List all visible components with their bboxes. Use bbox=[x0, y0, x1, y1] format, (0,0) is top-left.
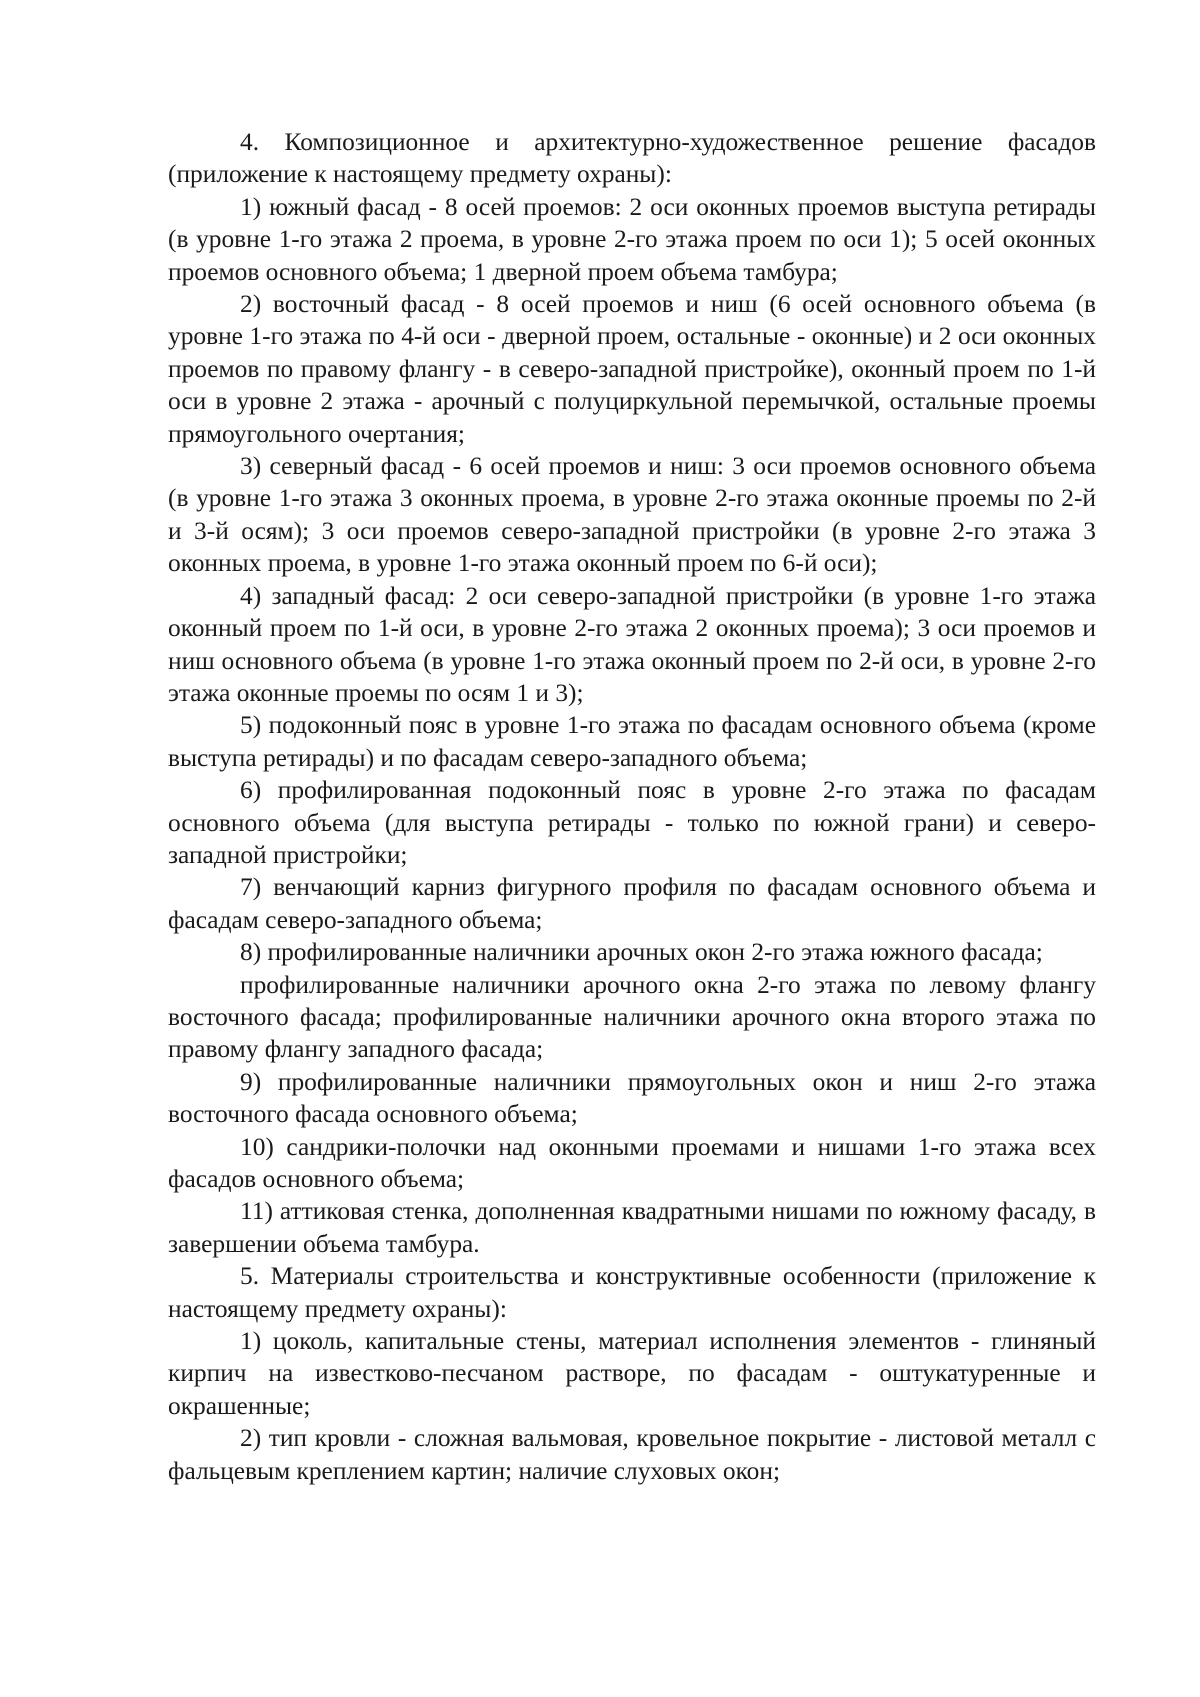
paragraph-sandriks: 10) сандрики-полочки над оконными проемами и нишами 1-го этажа всех фасадов основного объема; bbox=[168, 1132, 1096, 1193]
paragraph-west-facade: 4) западный фасад: 2 оси северо-западной пристройки (в уровне 1-го этажа оконный проем по 1-й оси, в уровне 2-го этажа 2 оконных проема); 3 оси проемов и ниш основного объема (в уровне 1-го этажа оконный проем по 2-й оси, в уровне 2-го этажа оконные проемы по осям 1 и 3); bbox=[168, 581, 1096, 707]
paragraph-rectangular-platbands: 9) профилированные наличники прямоугольных окон и ниш 2-го этажа восточного фасада основного объема; bbox=[168, 1067, 1096, 1129]
paragraph-section-5-heading: 5. Материалы строительства и конструктивные особенности (приложение к настоящему предмету охраны): bbox=[168, 1262, 1096, 1323]
paragraph-section-4-heading: 4. Композиционное и архитектурно-художественное решение фасадов (приложение к настоящему предмету охраны): bbox=[168, 128, 1096, 189]
paragraph-roof-type: 2) тип кровли - сложная вальмовая, кровельное покрытие - листовой металл с фальцевым креплением картин; наличие слуховых окон; bbox=[168, 1424, 1096, 1485]
paragraph-attic-wall: 11) аттиковая стенка, дополненная квадратными нишами по южному фасаду, в завершении объема тамбура. bbox=[168, 1197, 1096, 1258]
paragraph-sill-belt-1: 5) подоконный пояс в уровне 1-го этажа по фасадам основного объема (кроме выступа ретирады) и по фасадам северо-западного объема; bbox=[168, 711, 1096, 772]
paragraph-cornice: 7) венчающий карниз фигурного профиля по фасадам основного объема и фасадам северо-западного объема; bbox=[168, 873, 1096, 934]
paragraph-north-facade: 3) северный фасад - 6 осей проемов и ниш: 3 оси проемов основного объема (в уровне 1-го этажа 3 оконных проема, в уровне 2-го этажа оконные проемы по 2-й и 3-й осям); 3 оси проемов северо-западной пристройки (в уровне 2-го этажа 3 оконных проема, в уровне 1-го этажа оконный проем по 6-й оси); bbox=[168, 452, 1096, 578]
paragraph-south-facade: 1) южный фасад - 8 осей проемов: 2 оси оконных проемов выступа ретирады (в уровне 1-го этажа 2 проема, в уровне 2-го этажа проем по оси 1); 5 осей оконных проемов основного объема; 1 дверной проем объема тамбура; bbox=[168, 192, 1096, 286]
document-page bbox=[168, 126, 1096, 1487]
paragraph-walls-material: 1) цоколь, капитальные стены, материал исполнения элементов - глиняный кирпич на известково-песчаном растворе, по фасадам - оштукатуренные и окрашенные; bbox=[168, 1327, 1096, 1420]
paragraph-east-facade: 2) восточный фасад - 8 осей проемов и ниш (6 осей основного объема (в уровне 1-го этажа по 4-й оси - дверной проем, остальные - оконные) и 2 оси оконных проемов по правому флангу - в северо-западной пристройке), оконный проем по 1-й оси в уровне 2 этажа - арочный с полуциркульной перемычкой, остальные проемы прямоугольного очертания; bbox=[168, 290, 1096, 448]
paragraph-arched-platbands-east-west: профилированные наличники арочного окна 2-го этажа по левому флангу восточного фасада; профилированные наличники арочного окна второго этажа по правому флангу западного фасада; bbox=[168, 970, 1096, 1064]
paragraph-sill-belt-2: 6) профилированная подоконный пояс в уровне 2-го этажа по фасадам основного объема (для выступа ретирады - только по южной грани) и северо-западной пристройки; bbox=[168, 776, 1096, 869]
paragraph-arched-platbands-south: 8) профилированные наличники арочных окон 2-го этажа южного фасада; bbox=[240, 938, 1043, 967]
